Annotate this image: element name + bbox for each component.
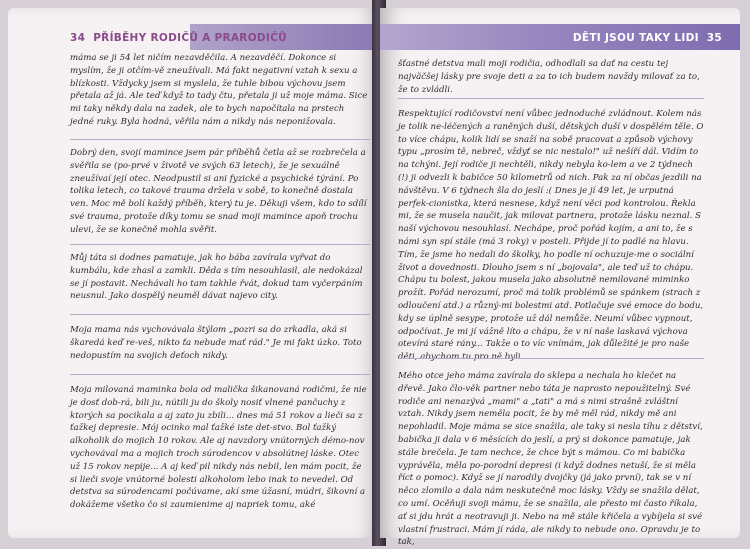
story-block-3: Můj táta si dodnes pamatuje, jak ho bába zavírala vyřvat do kumbálu, kde zhasl a zamkli. Děda s tím nesouhlasil, ale nedokázal se jí postavit. Nechávali ho tam takhle řvát, dokud tam vyčerpáním neusnul. Jako dospělý neuměl dávat najevo city. (70, 253, 363, 302)
divider-rule (398, 358, 704, 359)
right-page (380, 8, 740, 548)
divider-rule (398, 98, 704, 99)
story-block-6: šťastné detstva mali moji rodičia, odhodlali sa dať na cestu tej najväčšej lásky pre svoje deti a za to ich budem navždy milovať za to, že to zvládli. (398, 59, 700, 95)
story-block-1: máma se ji 54 let ničím nezavděčila. A nezavděčí. Dokonce si myslím, že ji otčím-vě zneužívali. Má fakt negativní vztah k sexu a blízkosti. Vždycky jsem si myslela, že tuhle bibou výchovu jsem přetala až já. Ale teď když to tady čtu, přetala ji už moje máma. Sice mi taky někdy dala na zadek, ale to bych napočítala na prstech jedné ruky. Byla hodná, věřila nám a nikdy nás neponižovala. (70, 53, 368, 127)
story-block-4: Moja mama nás vychovávala štýlom „pozri sa do zrkadla, aká si škaredá keď re-veš, nikto ťa nebude mať rád." Je mi fakt úzko. Toto nedopustím na svojich deťoch nikdy. (70, 325, 362, 361)
story-block-8: Mého otce jeho máma zavírala do sklepa a nechala ho klečet na dřevě. Jako člo-věk partner nebo táta je naprosto nepoužitelný. Své rodiče ani nenazývá „mami" a „tati" a má s nimi strašně zvláštní vztah. Nikdy jsem neměla pocit, že by mě měl rád, nikdy mě ani nepohladil. Moje máma se sice snažila, ale taky si nesla tíhu z dětství, babička ji dala v 6 měsících do jeslí, a prý si dokonce pamatuje, jak stále brečela. Je tam nechce, že chce být s mámou. Co mi babička vyprávěla, měla po-porodní depresi (i když dodnes netuší, že si měla říct o pomoc). Když se jí narodily dvojčky (já jako první), tak se v ní něco zlomilo a dala nám neskutečně moc lásky. Vždy se snažila dělat, co umí. Ocěňuji svoji mámu, že se snažila, ale přesto mi často říkala, ať si jdu hrát a neotravuji ji. Nebo na mě stále křičela a vybíjela si své vlastní frustraci. Mám jí ráda, ale nikdy to nebude ono. Opravdu je to tak, (398, 371, 703, 548)
divider-rule (70, 244, 370, 245)
right-running-head (573, 32, 722, 44)
divider-rule (70, 374, 370, 375)
divider-rule (70, 139, 370, 140)
story-block-5: Moja milovaná maminka bola od malička šikanovaná rodičmi, že nie je dosť dob-rá, bili ju, nútili ju do školy nosiť vlnené pančuchy z ktorých sa pocikala a aj zato ju zbili... dnes má 51 rokov a lieči sa z ťažkej depresie. Mój ocinko mal ťažké iste det-stvo. Bol ťažký alkoholik do mojich 10 rokov. Ale aj navzdory vnútorných démo-nov vychovával ma a mojich troch súrodencov v absolútnej láske. Otec už 15 rokov nepije... A aj keď pil nikdy nás nebil, len mám pocit, že si lieči svoje vnútorné bolesti alkoholom lebo inak to nevedel. Od detstva sa súrodencami počúvame, akí sme úžasní, múdri, šikovní a dokážeme všetko čo si zaumienime aj napriek tomu, aké (70, 385, 367, 511)
left-page (8, 8, 380, 538)
left-page-number: 34 (70, 32, 86, 44)
story-block-7: Respektující rodičovství není vůbec jednoduché zvládnout. Kolem nás je tolik ne-léčených a raněných duší, dětských duší v dospělém těle. O to více chápu, kolik lidí se snaží na sobě pracovat a způsob výchovy typu „prosím tě, nebreč, vždyť se nic nestalo!" už nešíří dál. Vidím to na tchýni. Její rodiče ji nechtěli, nikdy nebyla ko-lem a ve 2 týdnech (!) ji odvezli k babičce 50 kilometrů od nich. Pak za ní občas jezdili na návštěvu. V 6 týdnech šla do jeslí :( Dnes je jí 49 let, je urputná perfek-cionistka, která nesnese, když není věci pod kontrolou. Řekla mi, že se musela naučit, jak milovat partnera, protože lásku neznal. S naší výchovou nesouhlasí. Nechápe, proč pořád kojím, a ani to, že s námi syn spí stále (má 3 roky) v posteli. Přijde jí to padlé na hlavu. Tím, že jsme ho nedali do školky, ho podle ní ochuzuje-me o sociální život a dovednosti. Dlouho jsem s ní „bojovala", ale teď už to chápu. Chápu tu bolest, jakou musela jako absolutně nemilované miminko prožít. Pořád nerozumí, proč má tolik problémů se spánkem (strach z odloučení atd.) a různý-mi bolestmi atd. Potlačuje své emoce do bodu, kdy se úplně sesype, protože už dál nemůže. Neumí vůbec vypnout, odpočívat. Je mi jí vážně líto a chápu, že v ní naše laskavá výchova otevírá staré rány... Takže o to víc vnímám, jak důležité je pro naše (398, 109, 704, 350)
story-block-2: Dobrý den, svojí mamince jsem pár příběhů četla až se rozbrečela a svěřila se (po-prvé v životě ve svých 63 letech), že je sexuálně zneužívaí její otec. Neodpustil si ani fyzické a psychické týrání. Po tolika letech, co takové trauma držela v sobě, to konečně dostala ven. Moc mě bolí každý příběh, který tu je. Děkuji všem, kdo to sdílí své trauma, protože díky tomu se snad moji mamince apoň trochu ulevi, že se konečně mohla svěřit. (70, 148, 367, 235)
divider-rule (70, 314, 370, 315)
left-running-head (70, 32, 287, 44)
left-running-head-title: PŘÍBĚHY RODIČŮ A PRARODIČŮ (93, 32, 287, 44)
right-page-number: 35 (706, 32, 722, 44)
right-running-head-title: DĚTI JSOU TAKY LIDI (572, 32, 699, 44)
